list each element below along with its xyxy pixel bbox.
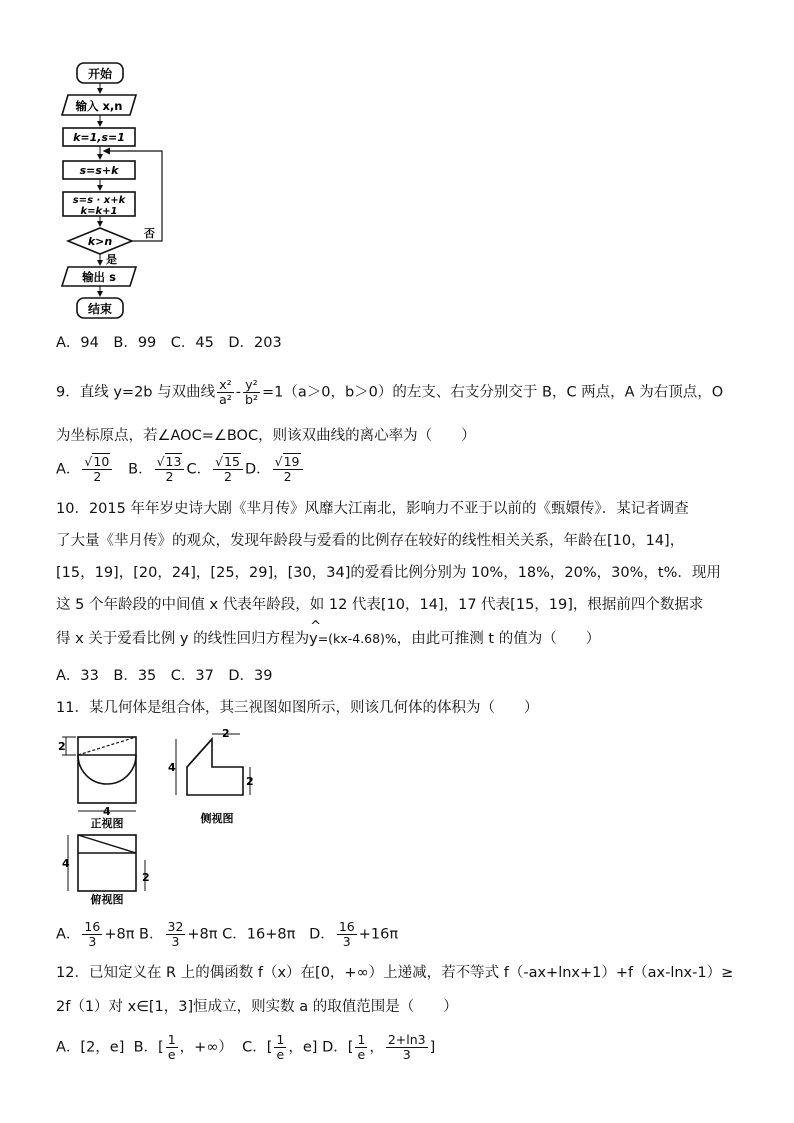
step1-text: s=s+k xyxy=(79,164,119,177)
side-view xyxy=(168,727,254,825)
top-height-label: 4 xyxy=(62,857,70,870)
top-view-label: 俯视图 xyxy=(90,893,124,905)
q9-options: A． $\frac{√10}{2}$ B． $\frac{√13}{2}$ C． $\frac{√15}{2}$ D． $\frac{√19}{2}$ xyxy=(56,455,305,484)
q9-frac-x: $\frac{\text{x²}}{\text{a²}}$ xyxy=(219,377,232,407)
side-right-label: 2 xyxy=(246,775,254,788)
q12-options: A．[2，e] B．[ $\frac{1}{e}$ ，+∞） C．[ $\frac{1}{e}$ ，e] D．[ $\frac{1}{e}$ ， $\frac{2+\ln 3}{3}$ ] xyxy=(56,1032,436,1062)
q12-option-d-frac1: $\frac{1}{e}$ xyxy=(357,1032,366,1062)
front-height-label: 2 xyxy=(58,740,66,753)
regression-equation: =(kx-4.68)% xyxy=(317,631,397,646)
yes-label: 是 xyxy=(106,253,117,266)
top-view xyxy=(62,835,150,905)
condition-text: k>n xyxy=(87,235,113,248)
step2a-text: s=s · x+k xyxy=(72,195,126,206)
q11-options: A． $\frac{16}{3}$ +8π B． $\frac{32}{3}$ +8π C．16+8π D． $\frac{16}{3}$ +16π xyxy=(56,919,399,949)
q12-line1: 12．已知定义在 R 上的偶函数 f（x）在[0，+∞）上递减，若不等式 f（-ax+lnx+1）+f（ax-lnx-1）≥ xyxy=(56,965,734,981)
start-text: 开始 xyxy=(87,67,113,81)
output-text: 输出 s xyxy=(82,270,116,284)
end-text: 结束 xyxy=(87,302,113,316)
regression-y-hat: ^ y xyxy=(309,628,318,650)
q11-option-a-frac: $\frac{16}{3}$ xyxy=(84,919,101,949)
q9-post: =1（a＞0，b＞0）的左支、右支分别交于 B，C 两点，A 为右顶点，O xyxy=(261,384,724,401)
flowchart xyxy=(50,55,180,330)
q12-option-d-frac2: $\frac{2+\ln 3}{3}$ xyxy=(387,1032,426,1062)
q9-line1: 9．直线 y=2b 与双曲线 $\frac{\text{x²}}{\text{a²}}$ - $\frac{\text{y²}}{\text{b²}}$ =1（a＞0，b＞0）的左支、右支分别交于 B，C 两点，A 为右顶点，O xyxy=(56,377,724,407)
q11-option-d-frac: $\frac{16}{3}$ xyxy=(338,919,355,949)
q12-option-c-frac: $\frac{1}{e}$ xyxy=(276,1032,285,1062)
q12-line2: 2f（1）对 x∈[1，3]恒成立，则实数 a 的取值范围是（ ） xyxy=(56,999,458,1015)
q12-option-b-frac: $\frac{1}{e}$ xyxy=(167,1032,176,1062)
q11-option-b-frac: $\frac{32}{3}$ xyxy=(167,919,184,949)
init-text: k=1,s=1 xyxy=(73,131,125,144)
q10-line1: 10．2015 年年岁史诗大剧《芈月传》风靡大江南北，影响力不亚于以前的《甄嬛传》．某记者调查 xyxy=(56,501,689,517)
side-height-label: 4 xyxy=(168,761,176,774)
q9-frac-y: $\frac{\text{y²}}{\text{b²}}$ xyxy=(245,377,258,407)
q9-pre: 9．直线 y=2b 与双曲线 xyxy=(56,384,216,401)
q9-line2: 为坐标原点，若∠AOC=∠BOC，则该双曲线的离心率为（ ） xyxy=(56,428,476,444)
no-label: 否 xyxy=(144,227,155,240)
front-view-label: 正视图 xyxy=(90,817,124,830)
q9-option-d: $\frac{√19}{2}$ xyxy=(273,455,303,484)
input-text: 输入 x,n xyxy=(75,99,123,113)
three-views-figure xyxy=(50,725,280,905)
q10-line4: 这 5 个年龄段的中间值 x 代表年龄段，如 12 代表[10，14]，17 代表[15，19]，根据前四个数据求 xyxy=(56,597,704,613)
front-width-label: 4 xyxy=(103,805,111,818)
q9-option-c: $\frac{√15}{2}$ xyxy=(213,455,243,484)
q9-option-b: $\frac{√13}{2}$ xyxy=(155,455,185,484)
side-view-label: 侧视图 xyxy=(200,812,234,825)
front-view xyxy=(58,737,136,830)
top-right-label: 2 xyxy=(142,871,150,884)
q10-line3: [15，19]，[20，24]，[25，29]，[30，34]的爱看比例分别为 10%，18%，20%，30%，t%．现用 xyxy=(56,565,721,581)
step2b-text: k=k+1 xyxy=(80,206,118,217)
q10-options: A．33 B．35 C．37 D．39 xyxy=(56,668,273,684)
side-top-label: 2 xyxy=(222,727,230,740)
q9-option-a: $\frac{√10}{2}$ xyxy=(82,455,112,484)
q11-text: 11．某几何体是组合体，其三视图如图所示，则该几何体的体积为（ ） xyxy=(56,700,539,716)
q8-options: A．94 B．99 C．45 D．203 xyxy=(56,335,282,351)
q10-line2: 了大量《芈月传》的观众，发现年龄段与爱看的比例存在较好的线性相关关系，年龄在[10，14]， xyxy=(56,533,685,549)
q10-line5: 得 x 关于爱看比例 y 的线性回归方程为^ y=(kx-4.68)%，由此可推测 t 的值为（ ） xyxy=(56,628,600,650)
